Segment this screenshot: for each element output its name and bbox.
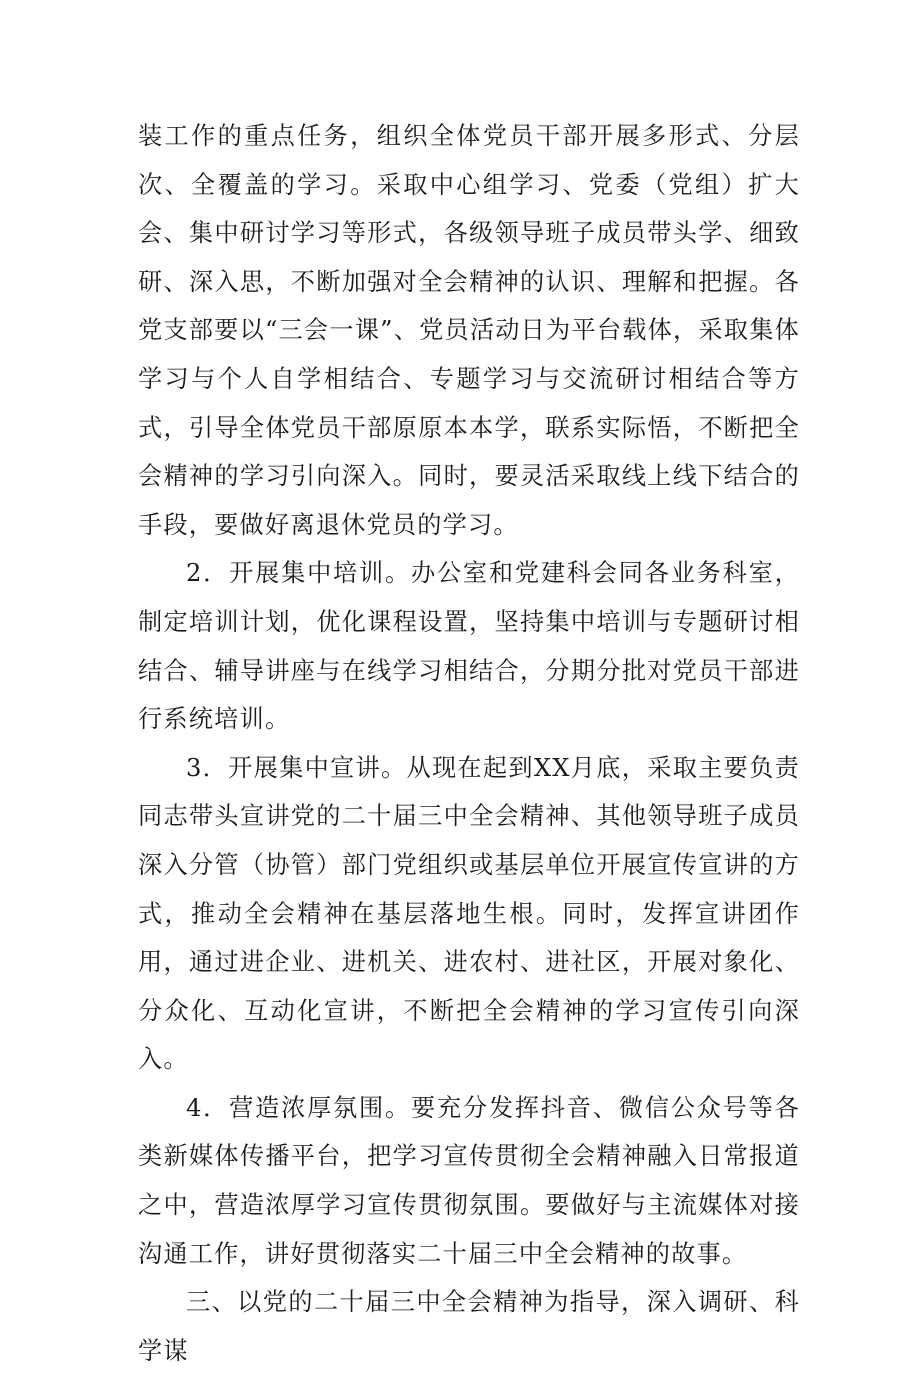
paragraph-continued: 装工作的重点任务，组织全体党员干部开展多形式、分层次、全覆盖的学习。采取中心组学习、党委（党组）扩大会、集中研讨学习等形式，各级领导班子成员带头学、细致研、深入思，不断加强对全会精神的认识、理解和把握。各党支部要以“三会一课”、党员活动日为平台载体，采取集体学习与个人自学相结合、专题学习与交流研讨相结合等方式，引导全体党员干部原原本本学，联系实际悟，不断把全会精神的学习引向深入。同时，要灵活采取线上线下结合的手段，要做好离退休党员的学习。	[138, 122, 800, 539]
document-body	[138, 112, 800, 1375]
paragraph-section-3: 三、以党的二十届三中全会精神为指导，深入调研、科学谋	[138, 1288, 800, 1365]
paragraph-item-4: 4．营造浓厚氛围。要充分发挥抖音、微信公众号等各类新媒体传播平台，把学习宣传贯彻全会精神融入日常报道之中，营造浓厚学习宣传贯彻氛围。要做好与主流媒体对接沟通工作，讲好贯彻落实二十届三中全会精神的故事。	[138, 1093, 800, 1268]
paragraph-item-3: 3．开展集中宣讲。从现在起到XX月底，采取主要负责同志带头宣讲党的二十届三中全会精神、其他领导班子成员深入分管（协管）部门党组织或基层单位开展宣传宣讲的方式，推动全会精神在基层落地生根。同时，发挥宣讲团作用，通过进企业、进机关、进农村、进社区，开展对象化、分众化、互动化宣讲，不断把全会精神的学习宣传引向深入。	[138, 753, 800, 1074]
paragraph-item-2: 2．开展集中培训。办公室和党建科会同各业务科室，制定培训计划，优化课程设置，坚持集中培训与专题研讨相结合、辅导讲座与在线学习相结合，分期分批对党员干部进行系统培训。	[138, 559, 800, 734]
